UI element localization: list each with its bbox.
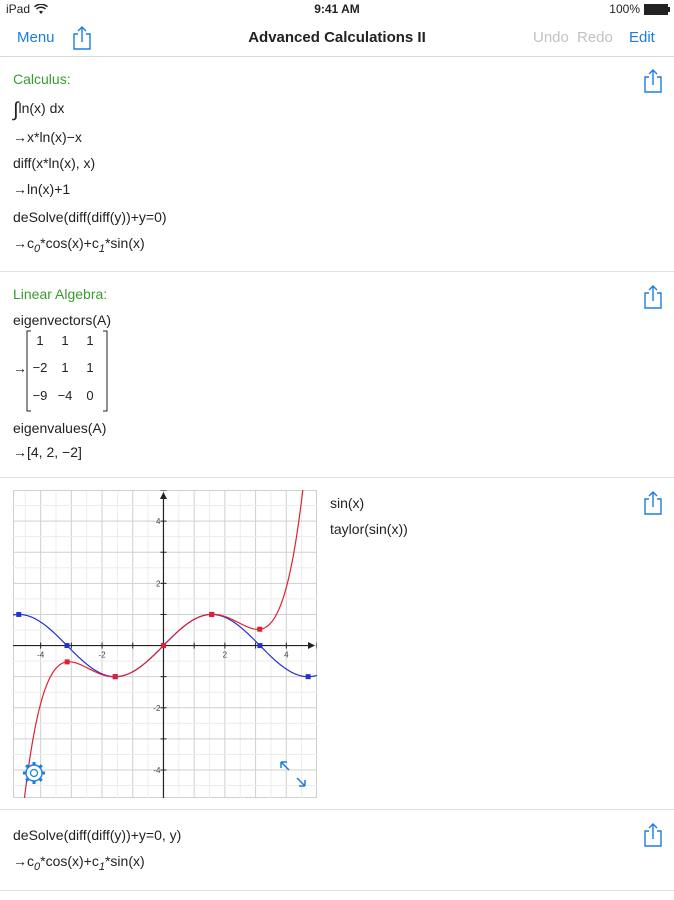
share-icon[interactable] [643, 68, 663, 94]
data-point [209, 612, 214, 617]
edit-button[interactable]: Edit [629, 29, 655, 46]
redo-button[interactable]: Redo [577, 29, 613, 46]
eigenvalues-result: →[4, 2, −2] [13, 444, 82, 460]
share-icon[interactable] [643, 822, 663, 848]
y-tick-label: -2 [153, 703, 161, 713]
desolve-result [13, 235, 145, 255]
data-point [65, 659, 70, 664]
eigenvectors-input[interactable]: eigenvectors(A) [13, 312, 112, 328]
matrix-cell: 0 [86, 388, 94, 403]
matrix-cell: 1 [86, 333, 94, 348]
settings-gear-icon[interactable] [23, 762, 45, 784]
result-arrow: → [13, 360, 27, 376]
integral-expression: ln(x) [18, 100, 46, 116]
integral-result: →x*ln(x)−x [13, 129, 82, 145]
integral-dx: dx [49, 100, 65, 116]
result-subscript: 0 [34, 861, 41, 873]
y-tick-label: -4 [153, 766, 161, 775]
result-subscript: 1 [98, 861, 105, 873]
page-title: Advanced Calculations II [248, 29, 426, 46]
integral-input[interactable] [13, 99, 64, 122]
data-point [113, 674, 118, 679]
result-subscript: 1 [98, 243, 105, 255]
result-subscript: 0 [34, 243, 41, 255]
menu-button[interactable]: Menu [17, 29, 55, 46]
result-prefix: →c [13, 235, 34, 251]
share-icon[interactable] [643, 284, 663, 310]
desolve-input[interactable]: deSolve(diff(diff(y))+y=0) [13, 209, 167, 225]
linear-algebra-section [0, 272, 674, 478]
status-bar [0, 0, 674, 20]
data-point [257, 627, 262, 632]
matrix-cell: 1 [61, 333, 69, 348]
legend-sin: sin(x) [330, 495, 365, 511]
status-right [609, 2, 668, 16]
data-point [16, 612, 21, 617]
function-plot[interactable] [13, 490, 317, 798]
plot-section [0, 478, 674, 810]
device-name: iPad [6, 2, 31, 16]
x-tick-label: -4 [37, 650, 45, 660]
integral-sign-icon: ∫ [13, 99, 19, 121]
data-point [64, 643, 69, 648]
desolve-result [13, 853, 145, 873]
result-prefix: →c [13, 853, 34, 869]
data-point [161, 643, 166, 648]
navigation-bar [0, 20, 674, 57]
result-end: *sin(x) [104, 853, 145, 869]
section-title-linear-algebra: Linear Algebra: [13, 286, 108, 302]
battery-icon [644, 4, 668, 15]
diff-result: →ln(x)+1 [13, 181, 71, 197]
result-middle: *cos(x)+c [40, 853, 99, 869]
matrix-cell: −9 [32, 388, 48, 403]
battery-percent: 100% [609, 2, 640, 16]
section-title-calculus: Calculus: [13, 71, 71, 87]
x-tick-label: 2 [222, 650, 228, 660]
matrix-cell: −4 [57, 388, 73, 403]
data-point [257, 643, 262, 648]
eigenvalues-input[interactable]: eigenvalues(A) [13, 420, 107, 436]
calculus-section [0, 57, 674, 272]
y-tick-label: 4 [156, 517, 161, 527]
matrix-cell: 1 [61, 360, 69, 375]
matrix-cell: 1 [86, 360, 94, 375]
status-time: 9:41 AM [314, 2, 360, 16]
result-middle: *cos(x)+c [40, 235, 99, 251]
legend-taylor: taylor(sin(x)) [330, 521, 408, 537]
matrix-cell: −2 [32, 360, 48, 375]
x-tick-label: 4 [284, 650, 289, 660]
data-point [306, 674, 311, 679]
matrix-cell: 1 [36, 333, 44, 348]
result-end: *sin(x) [104, 235, 145, 251]
battery-level [645, 5, 667, 14]
y-tick-label: 2 [156, 579, 161, 589]
desolve-input[interactable]: deSolve(diff(diff(y))+y=0, y) [13, 827, 182, 843]
share-icon[interactable] [643, 490, 663, 516]
undo-button[interactable]: Undo [533, 29, 569, 46]
diff-input[interactable]: diff(x*ln(x), x) [13, 155, 96, 171]
desolve-section [0, 810, 674, 891]
x-tick-label: -2 [98, 650, 106, 660]
